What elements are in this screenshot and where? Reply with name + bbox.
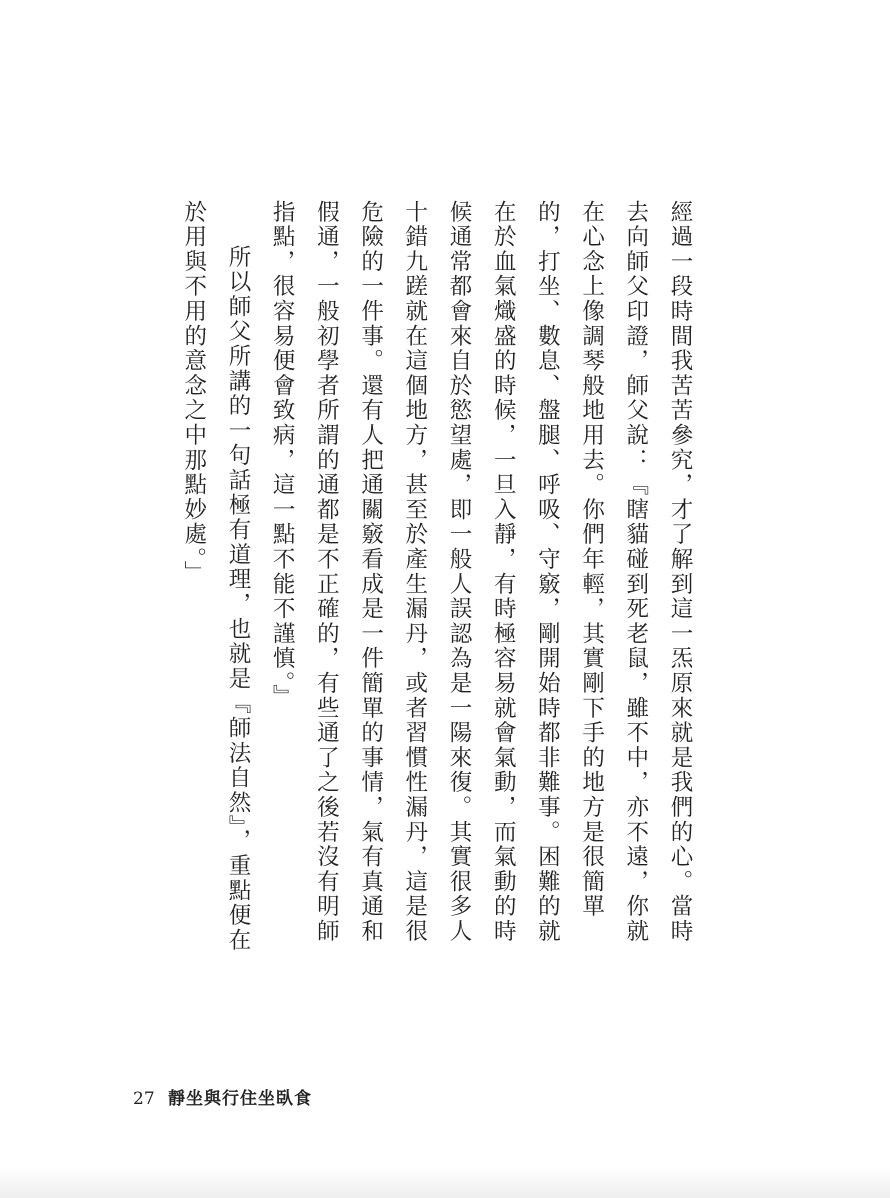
paragraph-1: 經過一段時間我苦苦參究，才了解到這一炁原來就是我們的心。當時去向師父印證，師父說：『瞎貓碰到死老鼠，雖不中，亦不遠，你就在心念上像調琴般地用去。你們年輕，其實剛下手的地方是很簡單的，打坐、數息、盤腿、呼吸、守竅，剛開始時都非難事。困難的就在於血氣熾盛的時候，一旦入靜，有時極容易就會氣動，而氣動的時候通常都會來自於慾望處，即一般人誤認為是一陽來復。其實很多人十錯九蹉就在這個地方，甚至於產生漏丹，或者習慣性漏丹，這是很危險的一件事。還有人把通關竅看成是一件簡單的事情，氣有真通和假通，一般初學者所謂的通都是不正確的，有些通了之後若沒有明師指點，很容易便會致病，這一點不能不謹慎。』 bbox=[269, 200, 693, 944]
paragraph-2: 所以師父所講的一句話極有道理，也就是『師法自然』，重點便在於用與不用的意念之中那點妙處。」 bbox=[180, 200, 251, 953]
vertical-body-text bbox=[172, 200, 702, 960]
page-bottom-edge bbox=[0, 1168, 890, 1198]
page-number: 27 bbox=[133, 1089, 155, 1109]
book-title: 靜坐與行住坐臥食 bbox=[168, 1089, 313, 1109]
page-footer bbox=[133, 1084, 312, 1109]
